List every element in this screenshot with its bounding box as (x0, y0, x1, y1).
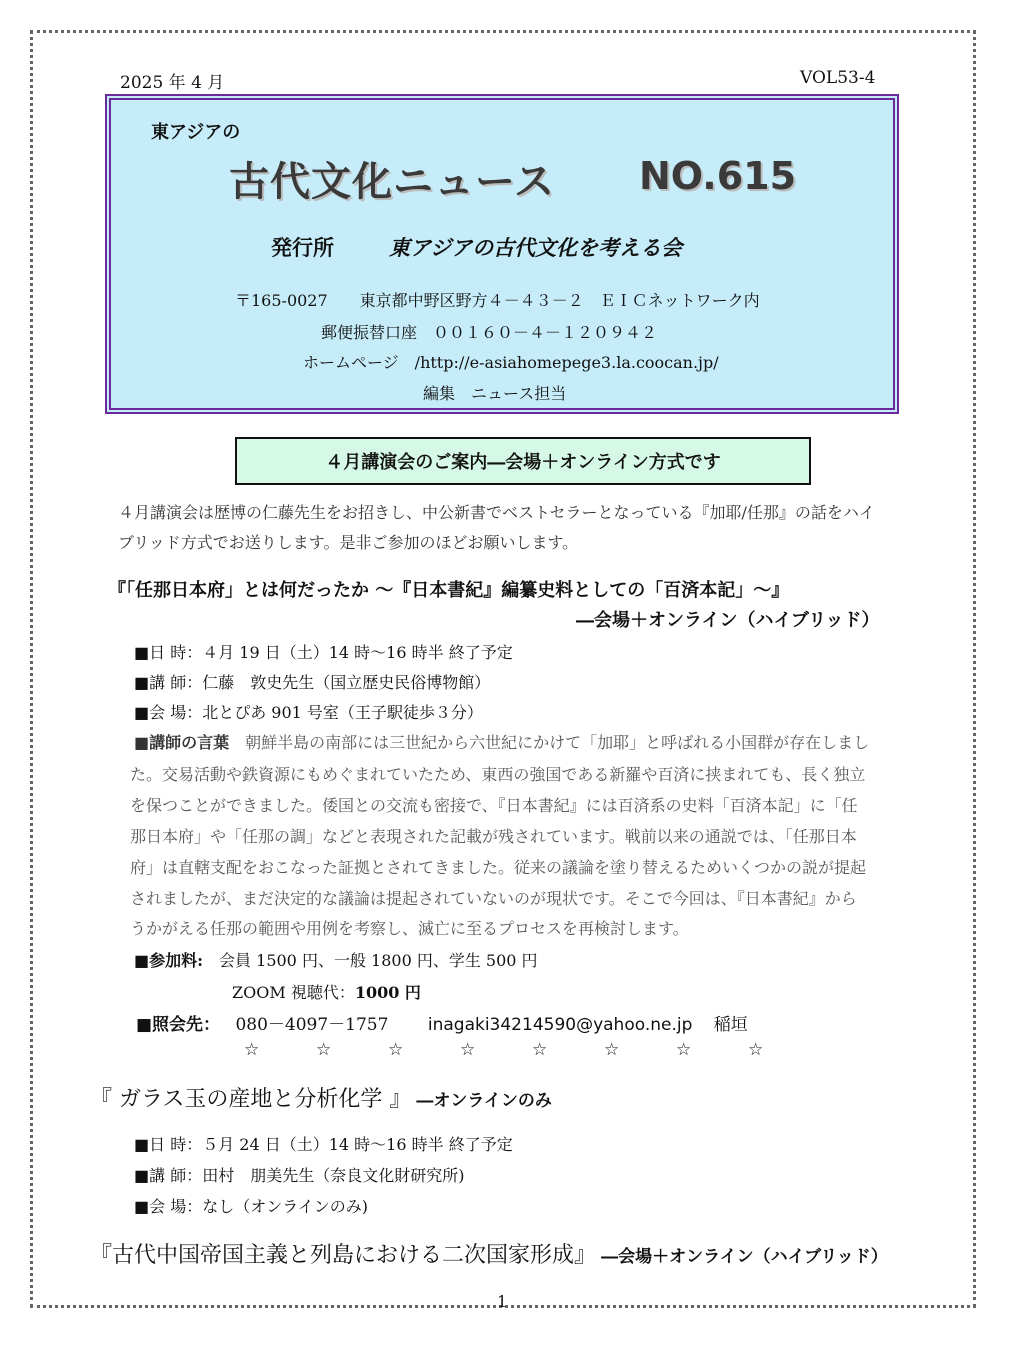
contact-email[interactable]: inagaki34214590@yahoo.ne.jp (427, 1015, 693, 1035)
lecturer-words-label: ■講師の言葉 (134, 733, 230, 752)
lecture2-lecturer: ■講 師：田村 朋美先生（奈良文化財研究所) (134, 1166, 465, 1185)
lecture3-title: 『古代中国帝国主義と列島における二次国家形成』 (90, 1243, 597, 1268)
lecture1-lecturer: ■講 師：仁藤 敦史先生（国立歴史民俗博物館） (134, 673, 491, 692)
fee-values: 会員 1500 円、一般 1800 円、学生 500 円 (219, 951, 538, 970)
notice-banner (235, 437, 811, 485)
lecture2-venue: ■会 場：なし（オンラインのみ) (134, 1197, 368, 1216)
postal-account: 郵便振替口座 ００１６０－４－１２０９４２ (321, 323, 658, 342)
issue-date: 2025 年 4 月 (120, 73, 225, 93)
lecture3-heading (90, 1238, 888, 1269)
volume-number: VOL53-4 (800, 68, 876, 88)
star-icon: ☆ (748, 1040, 764, 1060)
homepage-link[interactable]: ホームページ /http://e-asiahomepege3.la.coocan.jp/ (303, 353, 719, 372)
star-icon: ☆ (244, 1040, 260, 1060)
intro-line-2: ブリッド方式でお送りします。是非ご参加のほどお願いします。 (118, 533, 579, 552)
lecture1-date: ■日 時：４月 19 日（土）14 時～16 時半 終了予定 (134, 643, 513, 662)
fee-label: ■参加料: (134, 951, 204, 970)
lecture2-format: ―オンラインのみ (416, 1091, 552, 1111)
publisher-label: 発行所 (271, 236, 334, 260)
lecture3-format: ―会場＋オンライン（ハイブリッド） (601, 1247, 888, 1267)
lecturer-words-line-4: 那日本府」や「任那の調」などと表現された記載が残されています。戦前以来の通説では、「任那日本 (130, 827, 857, 846)
lecturer-words-line-7: うかがえる任那の範囲や用例を考察し、滅亡に至るプロセスを再検討します。 (130, 919, 689, 938)
lecture1-title: 『「任那日本府」とは何だったか ～『日本書紀』編纂史料としての「百済本記」～』 (108, 580, 790, 601)
address: 〒165-0027 東京都中野区野方４－４３－２ ＥＩＣネットワーク内 (235, 291, 760, 310)
star-icon: ☆ (388, 1040, 404, 1060)
publisher-name: 東アジアの古代文化を考える会 (389, 236, 683, 260)
masthead (105, 94, 899, 414)
star-icon: ☆ (460, 1040, 476, 1060)
lecturer-words-line-2: た。交易活動や鉄資源にもめぐまれていたため、東西の強国である新羅や百済に挟まれても、長く独立 (130, 765, 866, 784)
contact-row (136, 1010, 748, 1035)
lecturer-words-line-1: ■講師の言葉 朝鮮半島の南部には三世紀から六世紀にかけて「加耶」と呼ばれる小国群が存在しまし (134, 733, 870, 752)
zoom-fee-row (232, 980, 421, 1003)
issue-number: NO.615 (639, 154, 797, 198)
contact-label: ■照会先： (136, 1015, 221, 1035)
lecture2-date: ■日 時：５月 24 日（土）14 時～16 時半 終了予定 (134, 1135, 513, 1154)
lecture2-heading (90, 1082, 552, 1113)
contact-phone: 080－4097－1757 (235, 1015, 389, 1035)
zoom-fee-label: ZOOM 視聴代： (232, 983, 355, 1002)
star-icon: ☆ (532, 1040, 548, 1060)
intro-line-1: ４月講演会は歴博の仁藤先生をお招きし、中公新書でベストセラーとなっている『加耶/任那』の話をハイ (118, 503, 875, 522)
lecture1-venue: ■会 場：北とぴあ 901 号室（王子駅徒歩３分） (134, 703, 483, 722)
masthead-subtitle: 東アジアの (151, 122, 241, 143)
star-icon: ☆ (316, 1040, 332, 1060)
page-number: 1 (497, 1292, 508, 1311)
star-divider (244, 1040, 820, 1060)
lecture1-format: ―会場＋オンライン（ハイブリッド） (576, 610, 880, 631)
lecture2-title: 『 ガラス玉の産地と分析化学 』 (90, 1087, 412, 1112)
zoom-fee-value: 1000 円 (354, 983, 421, 1002)
lecturer-words-line-6: されましたが、まだ決定的な議論は提起されていないのが現状です。そこで今回は、『日本書紀』から (130, 889, 857, 908)
newsletter-title: 古代文化ニュース (229, 159, 555, 205)
notice-title: ４月講演会のご案内―会場＋オンライン方式です (325, 452, 721, 473)
lecturer-words-line-3: を保つことができました。倭国との交流も密接で、『日本書紀』には百済系の史料「百済本記」に「任 (130, 796, 858, 815)
star-icon: ☆ (676, 1040, 692, 1060)
lecturer-words-line-5: 府」は直轄支配をおこなった証拠とされてきました。従来の議論を塗り替えるためいくつかの説が提起 (130, 858, 867, 877)
star-icon: ☆ (604, 1040, 620, 1060)
editor: 編集 ニュース担当 (423, 384, 567, 403)
fee-row (134, 948, 538, 971)
contact-name: 稲垣 (713, 1015, 748, 1035)
